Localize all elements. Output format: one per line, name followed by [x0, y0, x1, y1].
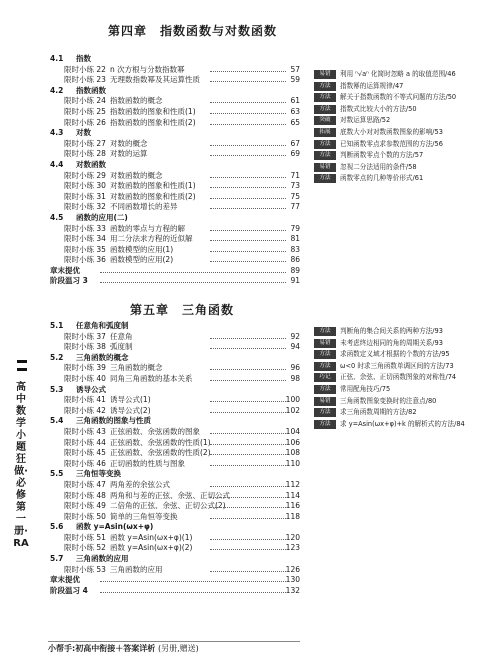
lesson-entry — [50, 448, 300, 459]
lesson-title: 函数模型的应用(1) — [110, 244, 174, 254]
tip-item — [314, 127, 474, 139]
page-number: 106 — [285, 437, 300, 447]
lesson-title: 诱导公式(1) — [110, 395, 151, 405]
leader-dots — [100, 592, 286, 593]
section-number: 5.5 — [50, 469, 64, 479]
tip-tag: 方法 — [314, 174, 336, 183]
page-number: 91 — [290, 276, 300, 286]
tip-text: 忽视二分法适用的条件/58 — [340, 162, 417, 171]
tip-text: 解关于指数函数的不等式问题的方法/50 — [340, 93, 457, 102]
tip-item — [314, 372, 474, 384]
page-number: 77 — [290, 202, 300, 212]
chapter4-title: 第四章 指数函数与对数函数 — [108, 24, 278, 38]
leader-dots — [210, 497, 286, 498]
page-number: 92 — [290, 331, 300, 341]
leader-dots — [210, 465, 286, 466]
lesson-title: 任意角 — [110, 331, 133, 341]
section-heading — [50, 416, 300, 427]
section-number: 4.1 — [50, 54, 64, 63]
lesson-label: 限时小练 50 — [64, 511, 106, 521]
page-number: 57 — [290, 64, 300, 74]
page-number: 86 — [290, 255, 300, 265]
page-number: 110 — [285, 458, 300, 468]
section-heading — [50, 554, 300, 565]
tip-item — [314, 338, 474, 350]
page-number: 116 — [285, 501, 300, 511]
section-title: 对数函数 — [76, 159, 106, 169]
tip-tag: 突破 — [314, 116, 336, 125]
lesson-entry — [50, 118, 300, 129]
leader-dots — [210, 81, 286, 82]
tip-item — [314, 419, 474, 431]
section-number: 4.5 — [50, 212, 64, 222]
leader-dots — [210, 113, 286, 114]
leader-dots — [210, 187, 286, 188]
lesson-title: 不同函数增长的差异 — [110, 202, 178, 212]
section-title: 对数 — [76, 128, 91, 138]
tip-item — [314, 139, 474, 151]
tip-tag: 方法 — [314, 350, 336, 359]
chapter5-title: 第五章 三角函数 — [130, 303, 235, 317]
leader-dots — [210, 369, 286, 370]
tip-text: 常用配角技巧/75 — [340, 384, 391, 393]
leader-dots — [100, 272, 286, 273]
tip-text: 利用 ⁿ√aⁿ 化简时忽略 a 的取值范围/46 — [340, 70, 456, 78]
leader-dots — [210, 155, 286, 156]
section-number: 5.6 — [50, 522, 64, 532]
page-number: 73 — [290, 181, 300, 191]
lesson-title: 无理数指数幂及其运算性质 — [110, 75, 200, 85]
section-heading — [50, 86, 300, 97]
lesson-title: 函数 y=Asin(ωx+φ)(1) — [110, 532, 193, 542]
lesson-entry — [50, 255, 300, 266]
helper-label: 小帮手:初高中衔接＋答案详析 — [48, 644, 156, 653]
lesson-label: 限时小练 30 — [64, 181, 106, 191]
tip-text: 判断函数零点个数的方法/57 — [340, 151, 424, 160]
tip-item — [314, 92, 474, 104]
lesson-label: 限时小练 33 — [64, 223, 106, 233]
chapter4-sidebar — [314, 69, 474, 185]
tip-text: 求三角函数周期的方法/82 — [340, 408, 417, 417]
tip-text: 判断角的集合间关系的两种方法/93 — [340, 327, 443, 335]
end-entry-title: 章末提优 — [50, 265, 80, 275]
tip-item — [314, 396, 474, 408]
section-number: 5.7 — [50, 554, 64, 564]
page-number: 104 — [285, 426, 300, 436]
leader-dots — [210, 102, 286, 103]
section-title: 三角函数的概念 — [76, 352, 129, 362]
end-entry-title: 章末提优 — [50, 575, 80, 585]
tip-tag: 易错 — [314, 339, 336, 348]
page-number: 123 — [285, 543, 300, 553]
tip-text: 指数式比较大小的方法/50 — [340, 104, 417, 113]
lesson-title: 同角三角函数的基本关系 — [110, 373, 193, 383]
lesson-entry — [50, 501, 300, 512]
lesson-label: 限时小练 51 — [64, 532, 106, 542]
tip-item — [314, 361, 474, 373]
lesson-title: 函数的零点与方程的解 — [110, 223, 185, 233]
tip-item — [314, 384, 474, 396]
page-number: 120 — [285, 532, 300, 542]
leader-dots — [100, 282, 286, 283]
leader-dots — [210, 433, 286, 434]
chapter-end-entry — [50, 276, 300, 287]
chapter4-toc — [50, 54, 300, 287]
tip-text: 求 y=Asin(ωx+φ)+k 的解析式的方法/84 — [340, 419, 465, 428]
page-number: 132 — [285, 585, 300, 595]
book-spine-label — [12, 360, 30, 549]
tip-tag: 拓展 — [314, 128, 336, 137]
lesson-title: 三角函数的应用 — [110, 564, 163, 574]
page-number: 112 — [285, 479, 300, 489]
lesson-entry — [50, 565, 300, 576]
lesson-label: 限时小练 22 — [64, 64, 106, 74]
lesson-title: 函数 y=Asin(ωx+φ)(2) — [110, 543, 193, 553]
lesson-entry — [50, 512, 300, 523]
leader-dots — [210, 518, 286, 519]
lesson-label: 限时小练 41 — [64, 395, 106, 405]
lesson-entry — [50, 395, 300, 406]
lesson-label: 限时小练 35 — [64, 244, 106, 254]
tip-tag: 易错 — [314, 163, 336, 172]
helper-note: (另册,赠送) — [158, 644, 199, 653]
lesson-entry — [50, 491, 300, 502]
lesson-label: 限时小练 53 — [64, 564, 106, 574]
tip-item — [314, 150, 474, 162]
leader-dots — [210, 348, 286, 349]
leader-dots — [210, 145, 286, 146]
tip-tag: 方法 — [314, 408, 336, 417]
lesson-label: 限时小练 23 — [64, 75, 106, 85]
lesson-title: 正弦函数、余弦函数的图象 — [110, 426, 200, 436]
tip-text: 正弦、余弦、正切函数图象的对称性/74 — [340, 373, 457, 382]
section-title: 指数函数 — [76, 85, 106, 95]
section-number: 4.3 — [50, 128, 64, 138]
tip-tag: 巧记 — [314, 373, 336, 382]
leader-dots — [210, 401, 286, 402]
lesson-title: 函数模型的应用(2) — [110, 255, 174, 265]
page-number: 102 — [285, 405, 300, 415]
tip-item — [314, 407, 474, 419]
lesson-entry — [50, 374, 300, 385]
tip-text: 求函数定义域才根据的个数的方法/95 — [340, 350, 450, 359]
page-number: 96 — [290, 363, 300, 373]
leader-dots — [210, 571, 286, 572]
lesson-title: 对数的运算 — [110, 149, 148, 159]
lesson-title: 二倍角的正弦、余弦、正切公式(2) — [110, 501, 226, 511]
page-number: 71 — [290, 170, 300, 180]
page-number: 65 — [290, 117, 300, 127]
lesson-label: 限时小练 27 — [64, 138, 106, 148]
lesson-label: 限时小练 36 — [64, 255, 106, 265]
section-heading — [50, 522, 300, 533]
tip-tag: 易错 — [314, 70, 336, 79]
section-title: 函数的应用(二) — [76, 212, 128, 222]
tip-item — [314, 162, 474, 174]
lesson-label: 限时小练 26 — [64, 117, 106, 127]
section-title: 函数 y=Asin(ωx+φ) — [76, 522, 154, 532]
section-title: 三角恒等变换 — [76, 469, 121, 479]
tip-text: ω<0 时求三角函数单调区间的方法/73 — [340, 361, 454, 370]
tip-tag: 方法 — [314, 362, 336, 371]
lesson-entry — [50, 459, 300, 470]
lesson-entry — [50, 533, 300, 544]
tip-tag: 方法 — [314, 385, 336, 394]
lesson-entry — [50, 139, 300, 150]
lesson-title: 两角和与差的正弦、余弦、正切公式 — [110, 490, 230, 500]
section-heading — [50, 469, 300, 480]
lesson-label: 限时小练 47 — [64, 479, 106, 489]
tip-item — [314, 104, 474, 116]
page-number: 61 — [290, 96, 300, 106]
tip-tag: 方法 — [314, 327, 336, 336]
spine-decoration-bar — [17, 360, 27, 363]
lesson-entry — [50, 171, 300, 182]
lesson-label: 限时小练 48 — [64, 490, 106, 500]
tip-tag: 易错 — [314, 397, 336, 406]
lesson-label: 限时小练 46 — [64, 458, 106, 468]
tip-item — [314, 115, 474, 127]
lesson-entry — [50, 234, 300, 245]
lesson-title: 三角函数的概念 — [110, 363, 163, 373]
lesson-label: 限时小练 34 — [64, 234, 106, 244]
page-number: 79 — [290, 223, 300, 233]
lesson-entry — [50, 96, 300, 107]
lesson-title: n 次方根与分数指数幂 — [110, 64, 185, 74]
tip-tag: 方法 — [314, 151, 336, 160]
lesson-label: 限时小练 24 — [64, 96, 106, 106]
chapter5-sidebar — [314, 326, 474, 430]
tip-text: 三角函数图象变换时的注意点/80 — [340, 396, 437, 405]
leader-dots — [210, 124, 286, 125]
section-heading — [50, 353, 300, 364]
section-number: 4.2 — [50, 85, 64, 95]
leader-dots — [210, 230, 286, 231]
section-title: 诱导公式 — [76, 384, 106, 394]
lesson-entry — [50, 107, 300, 118]
chapter5-toc — [50, 321, 300, 596]
lesson-label: 限时小练 25 — [64, 106, 106, 116]
page-number: 81 — [290, 234, 300, 244]
section-number: 5.4 — [50, 416, 64, 426]
lesson-label: 限时小练 49 — [64, 501, 106, 511]
spine-decoration-bar — [17, 368, 27, 371]
lesson-title: 对数函数的图象和性质(1) — [110, 181, 196, 191]
page-number: 126 — [285, 564, 300, 574]
page-number: 69 — [290, 149, 300, 159]
lesson-title: 两角差的余弦公式 — [110, 479, 170, 489]
lesson-label: 限时小练 29 — [64, 170, 106, 180]
chapter-end-entry — [50, 575, 300, 586]
lesson-entry — [50, 332, 300, 343]
lesson-title: 对数函数的图象和性质(2) — [110, 191, 196, 201]
section-title: 任意角和弧度制 — [76, 321, 129, 330]
lesson-entry — [50, 202, 300, 213]
lesson-entry — [50, 65, 300, 76]
lesson-title: 正切函数的性质与图象 — [110, 458, 185, 468]
lesson-label: 限时小练 38 — [64, 342, 106, 352]
page-number: 130 — [285, 575, 300, 585]
page-number: 89 — [290, 265, 300, 275]
tip-tag: 方法 — [314, 93, 336, 102]
lesson-label: 限时小练 39 — [64, 363, 106, 373]
lesson-entry — [50, 75, 300, 86]
lesson-label: 限时小练 31 — [64, 191, 106, 201]
page-number: 118 — [285, 511, 300, 521]
leader-dots — [210, 261, 286, 262]
page-number: 59 — [290, 75, 300, 85]
lesson-entry — [50, 192, 300, 203]
lesson-entry — [50, 181, 300, 192]
page-number: 114 — [285, 490, 300, 500]
lesson-title: 诱导公式(2) — [110, 405, 151, 415]
lesson-label: 限时小练 44 — [64, 437, 106, 447]
tip-text: 底数大小对对数函数图象的影响/53 — [340, 127, 443, 136]
tip-text: 函数零点的几种等价形式/61 — [340, 174, 424, 183]
leader-dots — [210, 549, 286, 550]
lesson-entry — [50, 342, 300, 353]
chapter-end-entry — [50, 266, 300, 277]
lesson-entry — [50, 224, 300, 235]
tip-item — [314, 69, 474, 81]
section-heading — [50, 160, 300, 171]
end-entry-title: 阶段温习 4 — [50, 585, 88, 595]
lesson-entry — [50, 149, 300, 160]
leader-dots — [210, 380, 286, 381]
lesson-label: 限时小练 52 — [64, 543, 106, 553]
section-heading — [50, 213, 300, 224]
page-number: 108 — [285, 448, 300, 458]
lesson-title: 用二分法求方程的近似解 — [110, 234, 193, 244]
tip-text: 指数幂的运算规律/47 — [340, 81, 404, 90]
page-number: 63 — [290, 106, 300, 116]
lesson-label: 限时小练 28 — [64, 149, 106, 159]
chapter-end-entry — [50, 586, 300, 597]
tip-tag: 方法 — [314, 140, 336, 149]
page-number: 75 — [290, 191, 300, 201]
lesson-entry — [50, 543, 300, 554]
leader-dots — [210, 208, 286, 209]
tip-tag: 方法 — [314, 105, 336, 114]
lesson-title: 指数函数的图象和性质(1) — [110, 106, 196, 116]
lesson-title: 简单的三角恒等变换 — [110, 511, 178, 521]
lesson-entry — [50, 480, 300, 491]
tip-item — [314, 349, 474, 361]
leader-dots — [210, 251, 286, 252]
tip-text: 对数运算思路/52 — [340, 116, 391, 125]
helper-banner — [48, 641, 300, 656]
tip-item — [314, 326, 474, 338]
lesson-title: 对数的概念 — [110, 138, 148, 148]
leader-dots — [210, 198, 286, 199]
lesson-label: 限时小练 42 — [64, 405, 106, 415]
lesson-title: 弧度制 — [110, 342, 133, 352]
leader-dots — [210, 71, 286, 72]
section-number: 5.3 — [50, 384, 64, 394]
lesson-title: 对数函数的概念 — [110, 170, 163, 180]
tip-text: 未考虑终边相同的角的周期关系/93 — [340, 338, 443, 347]
tip-tag: 方法 — [314, 420, 336, 429]
leader-dots — [100, 581, 286, 582]
lesson-label: 限时小练 32 — [64, 202, 106, 212]
leader-dots — [210, 240, 286, 241]
tip-text: 已知函数零点求参数范围的方法/56 — [340, 139, 443, 148]
section-heading — [50, 385, 300, 396]
page-number: 98 — [290, 373, 300, 383]
lesson-entry — [50, 245, 300, 256]
lesson-title: 正弦函数、余弦函数的性质(2) — [110, 448, 211, 458]
lesson-entry — [50, 363, 300, 374]
page-number: 83 — [290, 244, 300, 254]
section-number: 5.2 — [50, 352, 64, 362]
lesson-label: 限时小练 40 — [64, 373, 106, 383]
page-number: 67 — [290, 138, 300, 148]
section-heading — [50, 321, 300, 332]
leader-dots — [210, 486, 286, 487]
section-heading — [50, 128, 300, 139]
tip-item — [314, 81, 474, 93]
spine-text: 高中数学小题狂做·必修第一册·RA — [13, 382, 29, 549]
leader-dots — [210, 539, 286, 540]
leader-dots — [210, 338, 286, 339]
section-number: 5.1 — [50, 321, 64, 330]
section-heading — [50, 54, 300, 65]
lesson-title: 正弦函数、余弦函数的性质(1) — [110, 437, 211, 447]
lesson-title: 指数函数的概念 — [110, 96, 163, 106]
page-number: 94 — [290, 342, 300, 352]
section-title: 三角函数的应用 — [76, 554, 129, 564]
leader-dots — [210, 412, 286, 413]
leader-dots — [210, 444, 286, 445]
lesson-label: 限时小练 37 — [64, 331, 106, 341]
page-number: 100 — [285, 395, 300, 405]
tip-item — [314, 173, 474, 185]
lesson-entry — [50, 427, 300, 438]
tip-tag: 方法 — [314, 82, 336, 91]
section-title: 三角函数的图象与性质 — [76, 416, 151, 426]
leader-dots — [210, 507, 286, 508]
leader-dots — [210, 454, 286, 455]
lesson-label: 限时小练 45 — [64, 448, 106, 458]
section-title: 指数 — [76, 54, 91, 63]
leader-dots — [210, 177, 286, 178]
end-entry-title: 阶段温习 3 — [50, 276, 88, 286]
section-number: 4.4 — [50, 159, 64, 169]
lesson-label: 限时小练 43 — [64, 426, 106, 436]
lesson-title: 指数函数的图象和性质(2) — [110, 117, 196, 127]
lesson-entry — [50, 406, 300, 417]
lesson-entry — [50, 438, 300, 449]
